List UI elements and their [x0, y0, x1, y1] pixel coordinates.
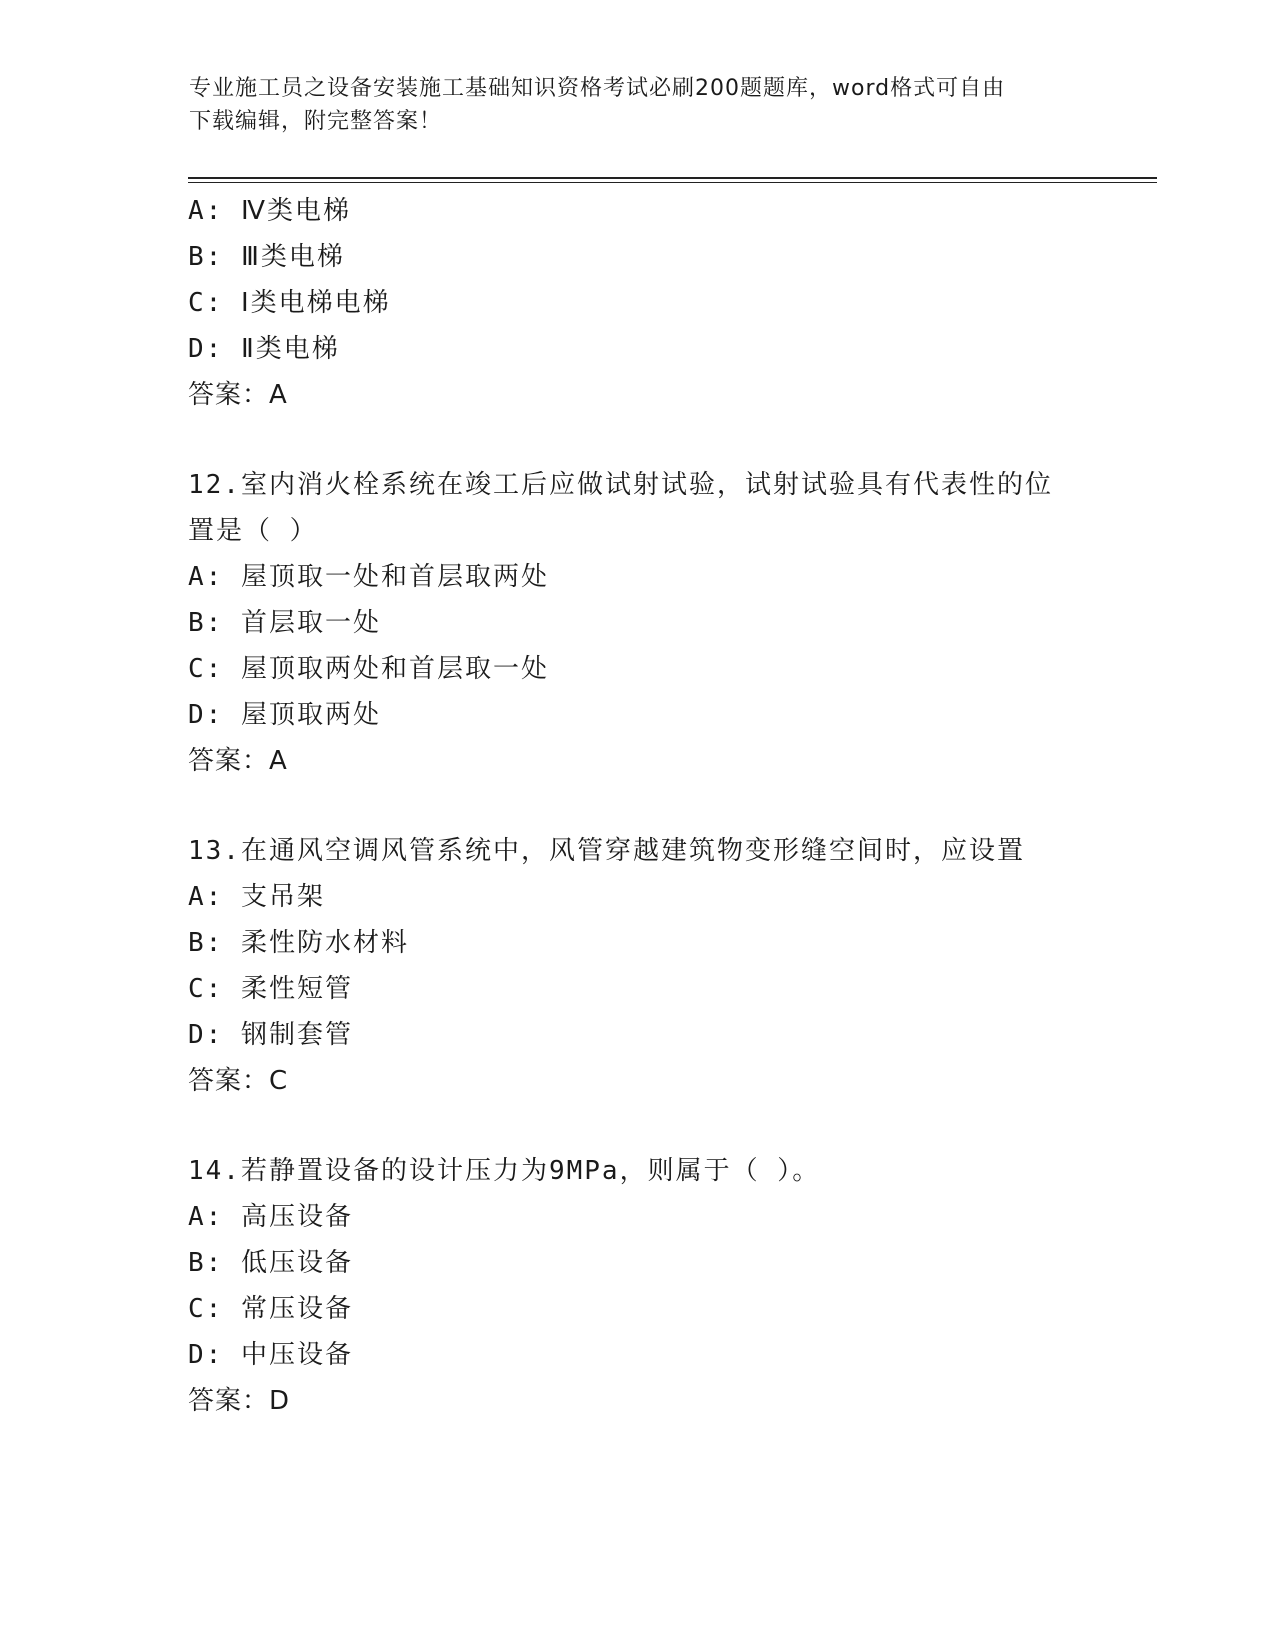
header-line-2: 下载编辑，附完整答案！	[189, 109, 443, 134]
spacer	[188, 1104, 1148, 1148]
header-line-1: 专业施工员之设备安装施工基础知识资格考试必刷200题题库，word格式可自由	[189, 76, 1006, 101]
option-a: A: 屋顶取一处和首层取两处	[188, 562, 549, 592]
answer-line: 答案：A	[188, 380, 288, 410]
header-divider-thick	[188, 177, 1157, 179]
option-b: B: 首层取一处	[188, 608, 381, 638]
option-d: D: 屋顶取两处	[188, 700, 381, 730]
question-stem-line-1: 13.在通风空调风管系统中，风管穿越建筑物变形缝空间时，应设置	[188, 836, 1025, 866]
question-stem-line-1: 12.室内消火栓系统在竣工后应做试射试验，试射试验具有代表性的位	[188, 470, 1053, 500]
answer-line: 答案：D	[188, 1386, 291, 1416]
option-c: C: 柔性短管	[188, 974, 353, 1004]
document-body	[188, 188, 1148, 1424]
option-a: A: 支吊架	[188, 882, 325, 912]
question-stem-line-2: 置是（ ）	[188, 516, 318, 546]
option-c: C: 常压设备	[188, 1294, 353, 1324]
option-a: A: 高压设备	[188, 1202, 353, 1232]
answer-line: 答案：A	[188, 746, 288, 776]
option-b: B: 柔性防水材料	[188, 928, 409, 958]
option-d: D: 钢制套管	[188, 1020, 353, 1050]
question-12	[188, 462, 1148, 784]
spacer	[188, 418, 1148, 462]
option-b: B: Ⅲ类电梯	[188, 242, 345, 272]
question-11	[188, 188, 1148, 418]
question-13	[188, 828, 1148, 1104]
question-14	[188, 1148, 1148, 1424]
answer-line: 答案：C	[188, 1066, 289, 1096]
document-header	[189, 72, 1089, 138]
spacer	[188, 784, 1148, 828]
option-c: C: 屋顶取两处和首层取一处	[188, 654, 549, 684]
option-d: D: Ⅱ类电梯	[188, 334, 340, 364]
option-d: D: 中压设备	[188, 1340, 353, 1370]
question-stem-line-1: 14.若静置设备的设计压力为9MPa，则属于（ ）。	[188, 1156, 821, 1186]
option-a: A: Ⅳ类电梯	[188, 196, 351, 226]
option-c: C: Ⅰ类电梯电梯	[188, 288, 391, 318]
option-b: B: 低压设备	[188, 1248, 353, 1278]
header-divider-thin	[188, 182, 1157, 183]
